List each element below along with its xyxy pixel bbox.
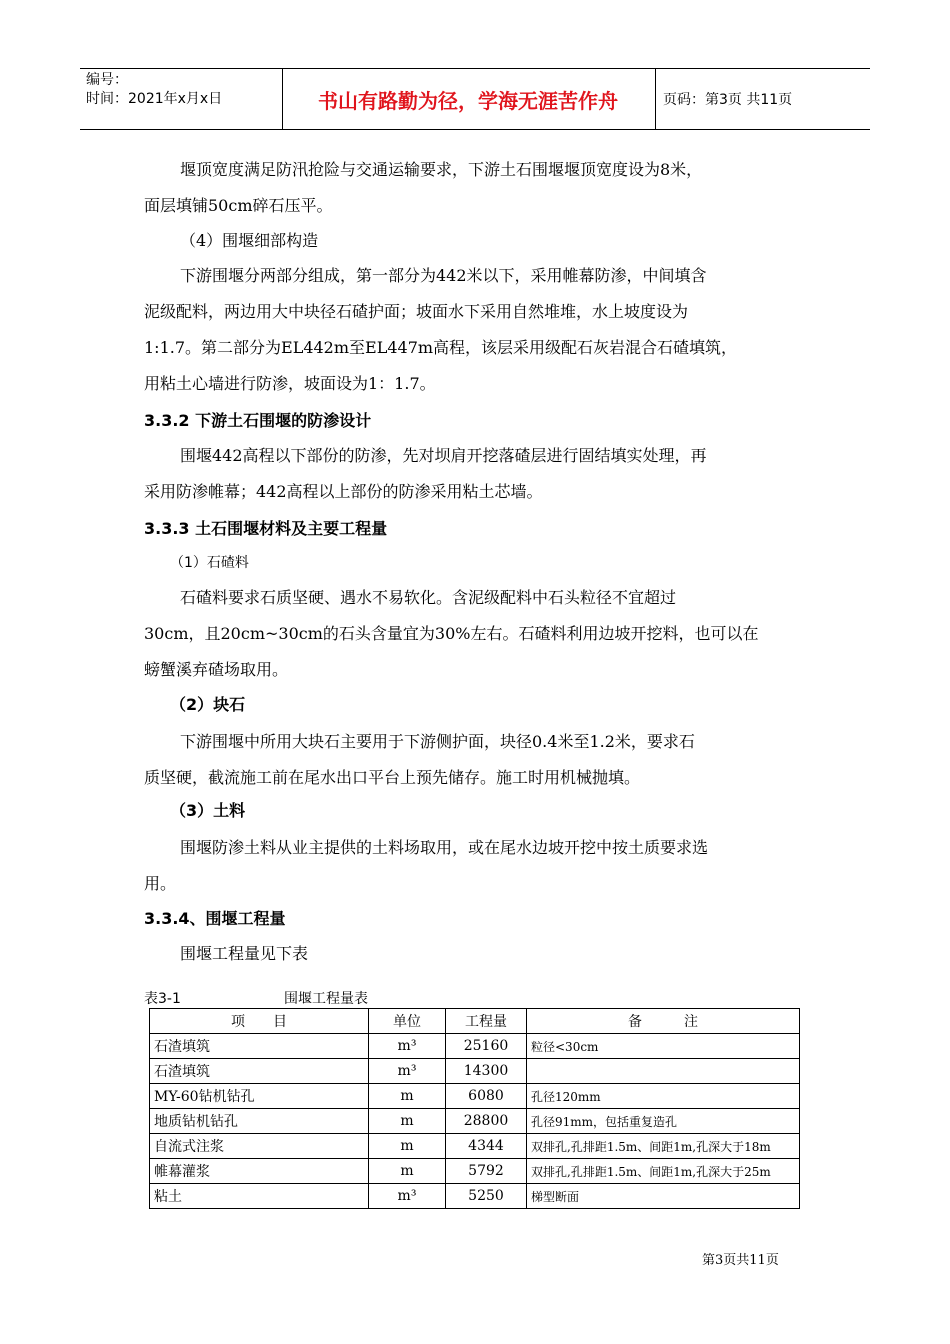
cell-item: 粘土: [150, 1184, 369, 1209]
cell-quantity: 28800: [446, 1109, 527, 1134]
cell-item: 帷幕灌浆: [150, 1159, 369, 1184]
cell-item: MY-60钻机钻孔: [150, 1084, 369, 1109]
cell-unit: m: [369, 1159, 446, 1184]
subheading-soil: （3）土料: [170, 801, 246, 820]
paragraph-line: 围堰防渗土料从业主提供的土料场取用，或在尾水边坡开挖中按土质要求选: [180, 838, 709, 857]
table-row: [150, 1134, 800, 1159]
table-title: 围堰工程量表: [284, 991, 368, 1007]
paragraph-line: 质坚硬，截流施工前在尾水出口平台上预先储存。施工时用机械抛填。: [144, 768, 641, 787]
cell-quantity: 5250: [446, 1184, 527, 1209]
header-item: 项 目: [150, 1009, 369, 1034]
paragraph-line: 泥级配料，两边用大中块径石碴护面；坡面水下采用自然堆堆，水上坡度设为: [144, 302, 689, 321]
cell-unit: m: [369, 1084, 446, 1109]
cell-remark: 双排孔,孔排距1.5m、间距1m,孔深大于25m: [527, 1159, 800, 1184]
paragraph-line: 下游围堰中所用大块石主要用于下游侧护面，块径0.4米至1.2米，要求石: [180, 732, 695, 751]
table-number: 表3-1: [144, 991, 181, 1007]
cell-unit: m³: [369, 1034, 446, 1059]
header-motto: 书山有路勤为径，学海无涯苦作舟: [318, 88, 618, 113]
page-footer: 第3页共11页: [702, 1253, 779, 1268]
cell-remark: [527, 1059, 800, 1084]
header-page-number: 页码：第3页 共11页: [663, 92, 793, 108]
table-row: [150, 1034, 800, 1059]
header-unit: 单位: [369, 1009, 446, 1034]
header-remark: 备 注: [527, 1009, 800, 1034]
cell-item: 石渣填筑: [150, 1059, 369, 1084]
paragraph-line: 围堰442高程以下部份的防渗，先对坝肩开挖落碴层进行固结填实处理，再: [180, 446, 707, 465]
paragraph-line: 螃蟹溪弃碴场取用。: [144, 660, 289, 679]
cell-quantity: 14300: [446, 1059, 527, 1084]
table-row: [150, 1084, 800, 1109]
section-heading-3-3-3: 3.3.3 土石围堰材料及主要工程量: [144, 519, 388, 538]
quantity-table: [149, 1008, 800, 1209]
table-caption: [144, 988, 368, 1008]
table-row: [150, 1059, 800, 1084]
section-heading-3-3-4: 3.3.4、围堰工程量: [144, 909, 286, 928]
paragraph-line: 用粘土心墙进行防渗，坡面设为1：1.7。: [144, 374, 436, 393]
paragraph-line: 围堰工程量见下表: [180, 944, 309, 963]
cell-item: 石渣填筑: [150, 1034, 369, 1059]
cell-remark: 孔径120mm: [527, 1084, 800, 1109]
paragraph-line: 1:1.7。第二部分为EL442m至EL447m高程，该层采用级配石灰岩混合石碴填筑，: [144, 338, 738, 357]
subheading-4: （4）围堰细部构造: [180, 231, 319, 250]
header-code: 编号：: [86, 72, 128, 88]
cell-item: 自流式注浆: [150, 1134, 369, 1159]
cell-remark: 梯型断面: [527, 1184, 800, 1209]
cell-unit: m³: [369, 1184, 446, 1209]
header-divider: [655, 69, 656, 129]
cell-quantity: 25160: [446, 1034, 527, 1059]
paragraph-line: 面层填铺50cm碎石压平。: [144, 196, 333, 215]
cell-quantity: 4344: [446, 1134, 527, 1159]
header-quantity: 工程量: [446, 1009, 527, 1034]
table-row: [150, 1109, 800, 1134]
table-row: [150, 1184, 800, 1209]
table-header-row: [150, 1009, 800, 1034]
cell-unit: m: [369, 1109, 446, 1134]
page-header: [80, 68, 870, 130]
paragraph-line: 石碴料要求石质坚硬、遇水不易软化。含泥级配料中石头粒径不宜超过: [180, 588, 677, 607]
header-time: 时间：2021年x月x日: [86, 91, 223, 107]
paragraph-line: 用。: [144, 874, 177, 893]
cell-unit: m: [369, 1134, 446, 1159]
cell-quantity: 6080: [446, 1084, 527, 1109]
cell-remark: 粒径<30cm: [527, 1034, 800, 1059]
cell-remark: 孔径91mm，包括重复造孔: [527, 1109, 800, 1134]
table-row: [150, 1159, 800, 1184]
paragraph-line: 堰顶宽度满足防汛抢险与交通运输要求，下游土石围堰堰顶宽度设为8米，: [180, 160, 703, 179]
paragraph-line: 30cm，且20cm~30cm的石头含量宜为30%左右。石碴料利用边坡开挖料，也可以在: [144, 624, 759, 643]
cell-unit: m³: [369, 1059, 446, 1084]
cell-item: 地质钻机钻孔: [150, 1109, 369, 1134]
cell-quantity: 5792: [446, 1159, 527, 1184]
header-meta: [86, 71, 222, 109]
subheading-blockstone: （2）块石: [170, 695, 246, 714]
cell-remark: 双排孔,孔排距1.5m、间距1m,孔深大于18m: [527, 1134, 800, 1159]
paragraph-line: 下游围堰分两部分组成，第一部分为442米以下，采用帷幕防渗，中间填含: [180, 266, 707, 285]
subheading-gravel: （1）石碴料: [170, 555, 249, 571]
paragraph-line: 采用防渗帷幕；442高程以上部份的防渗采用粘土芯墙。: [144, 482, 543, 501]
section-heading-3-3-2: 3.3.2 下游土石围堰的防渗设计: [144, 411, 372, 430]
